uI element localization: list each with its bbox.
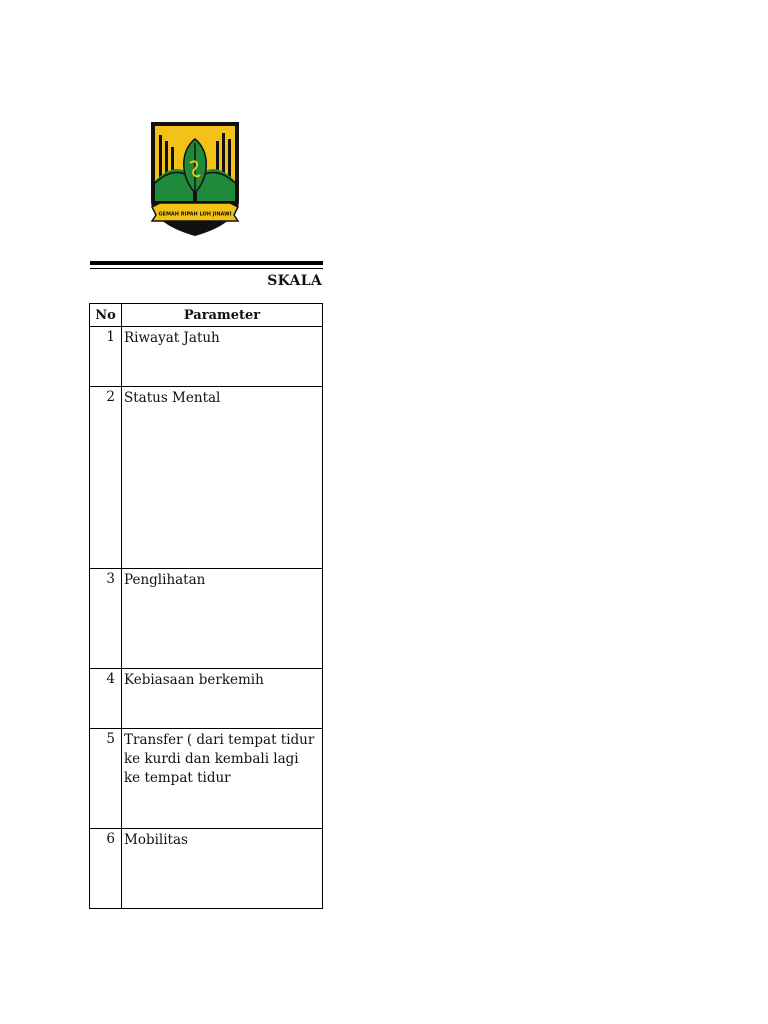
document-heading: SKALA — [267, 273, 322, 289]
row-parameter: Transfer ( dari tempat tidur ke kurdi dan kembali lagi ke tempat tidur — [122, 729, 323, 829]
table-row — [90, 387, 323, 569]
column-header-parameter: Parameter — [122, 304, 323, 327]
motto-text: GEMAH RIPAH LOH JINAWI — [158, 211, 232, 218]
table-row — [90, 729, 323, 829]
row-parameter: Kebiasaan berkemih — [122, 669, 323, 729]
row-parameter: Status Mental — [122, 387, 323, 569]
header-rule-thin — [90, 268, 323, 269]
row-number: 6 — [90, 829, 122, 909]
row-parameter: Riwayat Jatuh — [122, 327, 323, 387]
fall-risk-scale-table — [89, 303, 323, 909]
table-row — [90, 327, 323, 387]
row-number: 3 — [90, 569, 122, 669]
row-number: 5 — [90, 729, 122, 829]
row-number: 4 — [90, 669, 122, 729]
row-parameter: Penglihatan — [122, 569, 323, 669]
row-number: 2 — [90, 387, 122, 569]
table-row — [90, 569, 323, 669]
table-row — [90, 829, 323, 909]
table-row — [90, 669, 323, 729]
row-number: 1 — [90, 327, 122, 387]
table-header-row — [90, 304, 323, 327]
column-header-no: No — [90, 304, 122, 327]
row-parameter: Mobilitas — [122, 829, 323, 909]
coat-of-arms-logo — [150, 121, 240, 237]
header-rule-thick — [90, 261, 323, 265]
